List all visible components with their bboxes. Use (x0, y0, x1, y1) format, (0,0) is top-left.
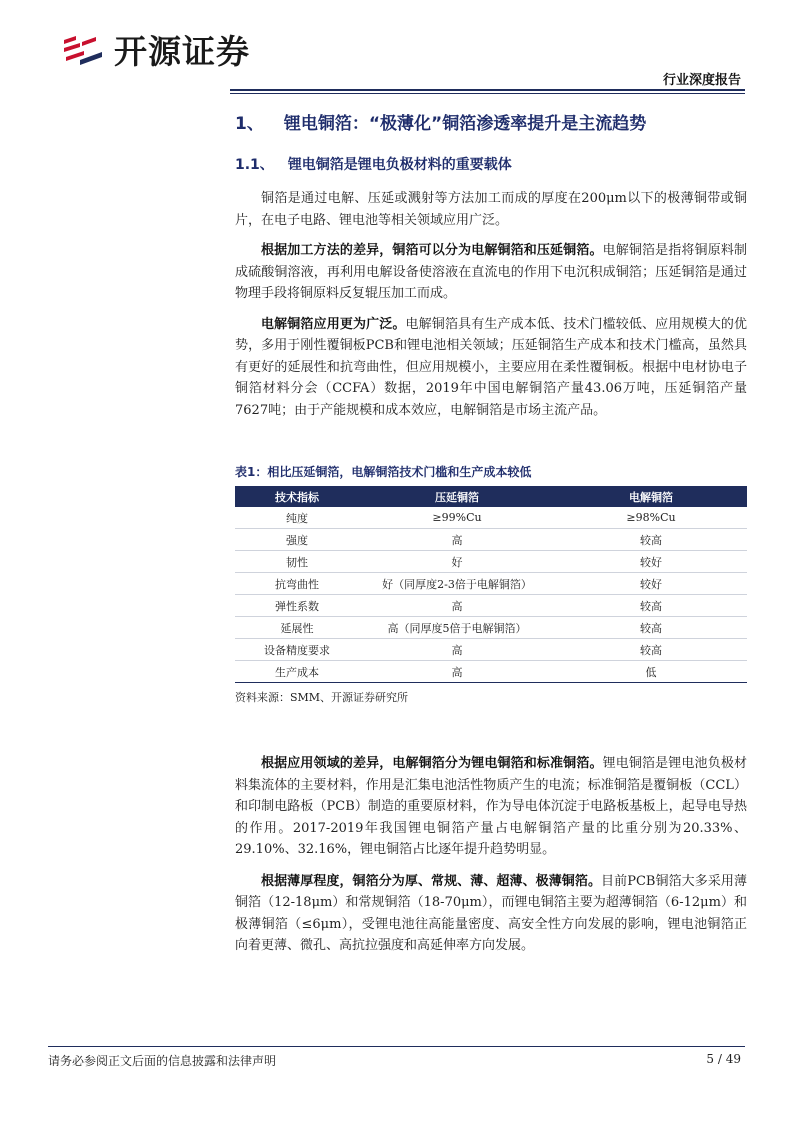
table-cell: 好（同厚度2-3倍于电解铜箔） (359, 573, 555, 595)
table-cell: 纯度 (235, 507, 359, 529)
main-content (235, 104, 747, 957)
table-header-cell: 压延铜箔 (359, 486, 555, 507)
comparison-table (235, 486, 747, 683)
table-cell: ≥98%Cu (555, 507, 747, 529)
table-cell: 高 (359, 661, 555, 683)
table-cell: 较高 (555, 529, 747, 551)
table-source: 资料来源：SMM、开源证券研究所 (235, 691, 409, 704)
subsection-heading (235, 154, 747, 174)
table-row (235, 573, 747, 595)
paragraph-body: 目前PCB铜箔大多采用薄铜箔（12-18μm）和常规铜箔（18-70μm），而锂电铜箔主要为超薄铜箔（6-12μm）和极薄铜箔（≤6μm），受锂电池往高能量密度、高安全性方向发展的影响，锂电池铜箔正向着更薄、微孔、高抗拉强度和高延伸率方向发展。 (235, 873, 747, 953)
table-cell: 延展性 (235, 617, 359, 639)
company-logo (62, 26, 250, 73)
table-cell: 较高 (555, 639, 747, 661)
paragraph-body: 电解铜箔是指将铜原料制成硫酸铜溶液，再利用电解设备使溶液在直流电的作用下电沉积成铜箔；压延铜箔是通过物理手段将铜原料反复辊压加工而成。 (235, 243, 747, 301)
table-row (235, 639, 747, 661)
page-number: 5 / 49 (706, 1052, 741, 1066)
table-cell: 强度 (235, 529, 359, 551)
header-divider-thin (230, 93, 745, 94)
table-cell: 韧性 (235, 551, 359, 573)
table-cell: 高 (359, 639, 555, 661)
table-cell: 较高 (555, 617, 747, 639)
paragraph-application-fields (235, 753, 747, 861)
table-cell: ≥99%Cu (359, 507, 555, 529)
table-cell: 好 (359, 551, 555, 573)
table-cell: 较好 (555, 551, 747, 573)
table-row (235, 551, 747, 573)
table-cell: 抗弯曲性 (235, 573, 359, 595)
table-row (235, 595, 747, 617)
table-row (235, 661, 747, 683)
section-number: 1、 (235, 114, 264, 134)
table-cell: 设备精度要求 (235, 639, 359, 661)
brand-name: 开源证券 (114, 32, 250, 71)
subsection-title: 锂电铜箔是锂电负极材料的重要载体 (287, 157, 512, 173)
paragraph-lead: 根据应用领域的差异，电解铜箔分为锂电铜箔和标准铜箔。 (261, 756, 603, 771)
paragraph-thickness (235, 871, 747, 957)
paragraph-body: 电解铜箔具有生产成本低、技术门槛较低、应用规模大的优势，多用于刚性覆铜板PCB和锂电池相关领域；压延铜箔生产成本和技术门槛高，虽然具有更好的延展性和抗弯曲性，但应用规模小，主要应用在柔性覆铜板。根据中电材协电子铜箔材料分会（CCFA）数据，2019年中国电解铜箔产量43.06万吨，压延铜箔产量7627吨；由于产能规模和成本效应，电解铜箔是市场主流产品。 (235, 316, 747, 418)
table-cell: 较好 (555, 573, 747, 595)
table-cell: 低 (555, 661, 747, 683)
footer-disclaimer: 请务必参阅正文后面的信息披露和法律声明 (48, 1054, 277, 1068)
subsection-number: 1.1、 (235, 157, 274, 173)
table-cell: 高 (359, 595, 555, 617)
table-header-cell: 电解铜箔 (555, 486, 747, 507)
paragraph-lead: 根据薄厚程度，铜箔分为厚、常规、薄、超薄、极薄铜箔。 (261, 873, 602, 889)
table-cell: 弹性系数 (235, 595, 359, 617)
section-heading (235, 109, 747, 134)
table-cell: 高（同厚度5倍于电解铜箔） (359, 617, 555, 639)
table-header-cell: 技术指标 (235, 486, 359, 507)
paragraph-electrolytic-usage (235, 314, 747, 422)
table-title: 表1：相比压延铜箔，电解铜箔技术门槛和生产成本较低 (235, 465, 532, 479)
paragraph-lead: 根据加工方法的差异，铜箔可以分为电解铜箔和压延铜箔。 (261, 243, 603, 258)
header-divider (230, 89, 745, 91)
paragraph-body: 锂电铜箔是锂电池负极材料集流体的主要材料，作用是汇集电池活性物质产生的电流；标准铜箔是覆铜板（CCL）和印制电路板（PCB）制造的重要原材料，作为导电体沉淀于电路板基板上，起导电导热的作用。2017-2019年我国锂电铜箔产量占电解铜箔产量的比重分别为20.33%、29.10%、32.16%，锂电铜箔占比逐年提升趋势明显。 (235, 756, 747, 857)
table-row (235, 529, 747, 551)
footer-divider (48, 1046, 745, 1047)
table-cell: 高 (359, 529, 555, 551)
table-cell: 较高 (555, 595, 747, 617)
paragraph-lead: 电解铜箔应用更为广泛。 (261, 316, 406, 332)
logo-mark-icon (62, 30, 106, 70)
table-row (235, 507, 747, 529)
table-header-row (235, 486, 747, 507)
section-title: 锂电铜箔：“极薄化”铜箔渗透率提升是主流趋势 (283, 114, 647, 134)
table-row (235, 617, 747, 639)
report-type: 行业深度报告 (662, 73, 741, 88)
paragraph-processing-methods (235, 240, 747, 305)
paragraph-definition: 铜箔是通过电解、压延或溅射等方法加工而成的厚度在200μm以下的极薄铜带或铜片，在电子电路、锂电池等相关领域应用广泛。 (235, 191, 747, 228)
table-cell: 生产成本 (235, 661, 359, 683)
